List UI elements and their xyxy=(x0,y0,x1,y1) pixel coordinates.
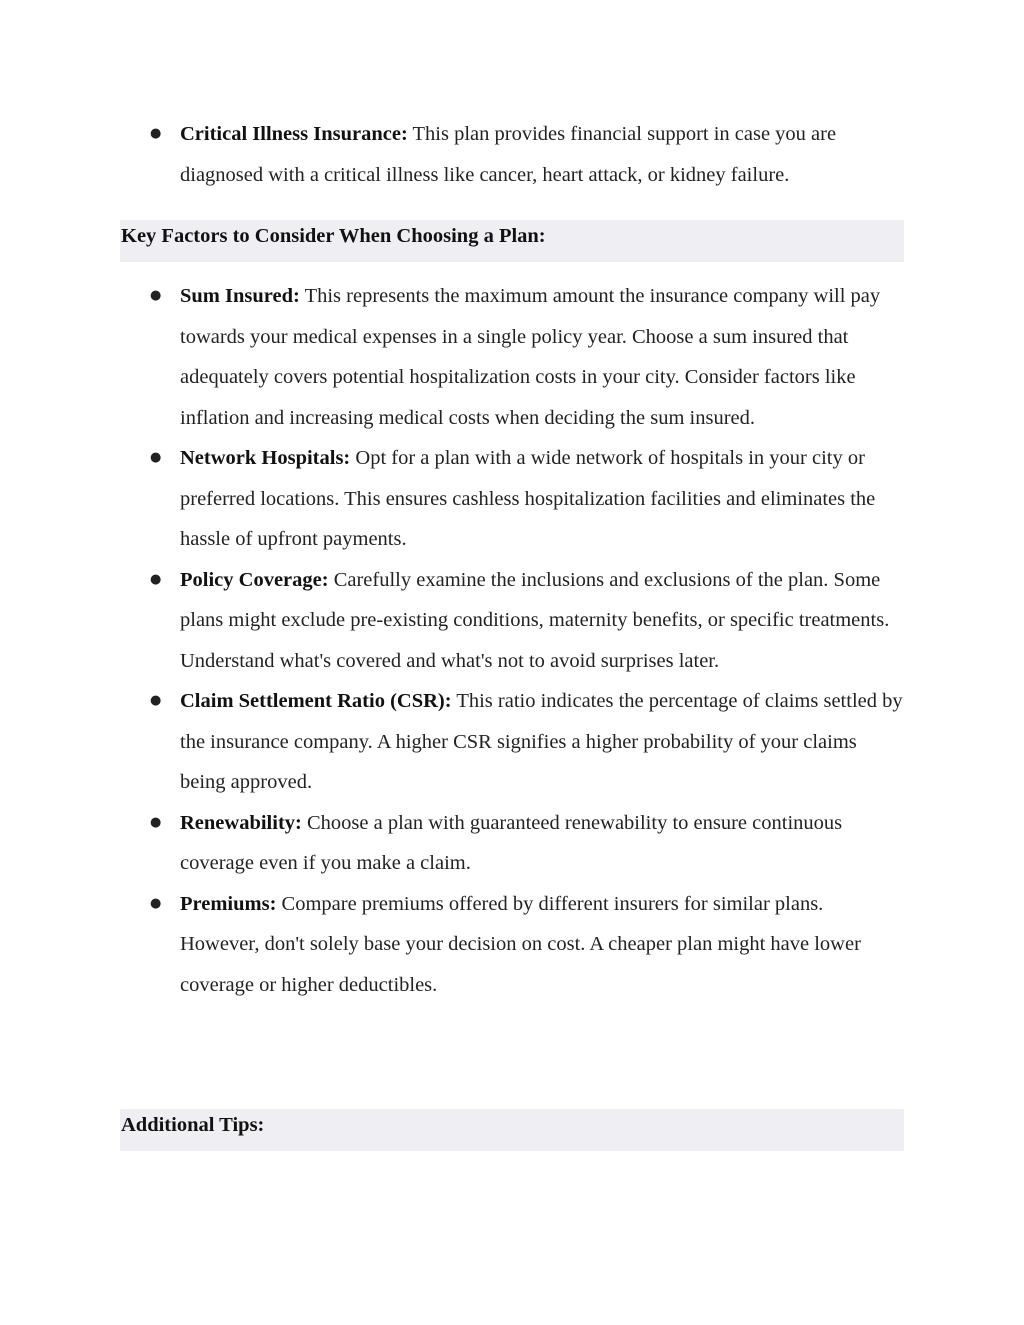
critical-illness-list xyxy=(120,114,904,195)
list-item xyxy=(120,803,904,884)
bullet-icon: ● xyxy=(150,126,162,141)
list-item-text: Carefully examine the inclusions and exclusions of the plan. Some plans might exclude pre-existing conditions, maternity benefits, or specific treatments. Understand what's covered and what's not to avoid surprises later. xyxy=(180,568,890,672)
list-item-term: Sum Insured: xyxy=(180,285,300,307)
list-item-term: Policy Coverage: xyxy=(180,568,329,591)
list-item-text: Compare premiums offered by different insurers for similar plans. However, don't solely base your decision on cost. A cheaper plan might have lower coverage or higher deductibles. xyxy=(180,892,861,996)
bullet-icon: ● xyxy=(150,814,162,830)
list-item xyxy=(120,560,904,682)
list-item-text: Opt for a plan with a wide network of hospitals in your city or preferred locations. This ensures cashless hospitalization facilities and eliminates the hassle of upfront payments. xyxy=(180,447,876,550)
bullet-icon: ● xyxy=(150,450,162,465)
list-item xyxy=(120,884,904,1006)
list-item-text: This plan provides financial support in case you are diagnosed with a critical illness like cancer, heart attack, or kidney failure. xyxy=(180,123,837,186)
list-item-term: Renewability: xyxy=(180,811,302,834)
list-item xyxy=(120,114,904,195)
list-item xyxy=(120,681,904,803)
list-item-text: This ratio indicates the percentage of claims settled by the insurance company. A higher CSR signifies a higher probability of your claims being approved. xyxy=(180,690,903,793)
list-item xyxy=(120,276,904,438)
list-item-text: This represents the maximum amount the insurance company will pay towards your medical expenses in a single policy year. Choose a sum insured that adequately covers potential hospitalization costs in your city. Consider factors like inflation and increasing medical costs when deciding the sum insured. xyxy=(180,285,881,429)
bullet-icon: ● xyxy=(150,895,162,911)
key-factors-heading: Key Factors to Consider When Choosing a Plan: xyxy=(120,220,904,262)
list-item-term: Claim Settlement Ratio (CSR): xyxy=(180,690,452,712)
bullet-icon: ● xyxy=(150,288,162,303)
list-item-text: Choose a plan with guaranteed renewability to ensure continuous coverage even if you make a claim. xyxy=(180,811,843,874)
key-factors-list xyxy=(120,276,904,1005)
additional-tips-heading: Additional Tips: xyxy=(120,1109,904,1151)
list-item-term: Premiums: xyxy=(180,892,277,915)
list-item-term: Network Hospitals: xyxy=(180,447,351,469)
bullet-icon: ● xyxy=(150,693,162,708)
list-item-term: Critical Illness Insurance: xyxy=(180,123,408,145)
bullet-icon: ● xyxy=(150,571,162,587)
list-item xyxy=(120,438,904,560)
